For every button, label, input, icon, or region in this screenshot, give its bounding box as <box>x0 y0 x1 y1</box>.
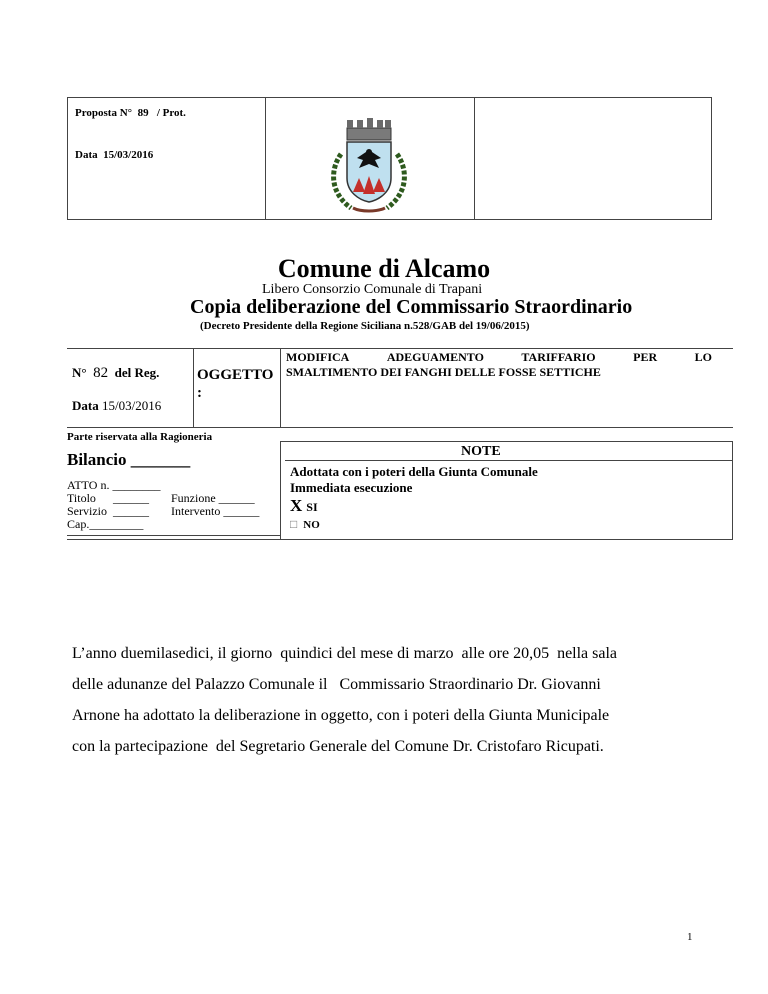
proposta-date-line <box>75 149 153 161</box>
body-paragraph <box>72 638 692 762</box>
oggetto-line-1 <box>286 350 712 365</box>
bilancio-label: Bilancio _______ <box>67 450 191 469</box>
reg-number-value: 82 <box>93 365 109 381</box>
prot-label: / Prot. <box>156 107 186 119</box>
oggetto-word: TARIFFARIO <box>521 350 596 364</box>
ragioneria-fields <box>67 479 259 531</box>
proposta-cell <box>68 98 266 219</box>
oggetto-word: MODIFICA <box>286 350 350 364</box>
copia-title: Copia deliberazione del Commissario Straordinario <box>190 296 633 318</box>
cap-field: Cap._________ <box>67 517 144 531</box>
page-number: 1 <box>687 931 693 943</box>
oggetto-word: PER <box>633 350 658 364</box>
intervento-field: Intervento ______ <box>171 504 260 518</box>
note-title: NOTE <box>461 444 501 459</box>
empty-cell <box>474 98 711 219</box>
proposta-label: Proposta N° <box>75 107 133 119</box>
del-reg-label: del Reg. <box>114 365 160 380</box>
funzione-field: Funzione ______ <box>171 491 255 505</box>
no-label: NO <box>303 519 320 531</box>
no-option <box>290 517 320 532</box>
body-line: delle adunanze del Palazzo Comunale il Commissario Straordinario Dr. Giovanni <box>72 676 601 693</box>
decreto-text: (Decreto Presidente della Regione Siciliana n.528/GAB del 19/06/2015) <box>200 320 530 332</box>
oggetto-label: OGGETTO <box>197 367 274 383</box>
body-line: con la partecipazione del Segretario Generale del Comune Dr. Cristofaro Ricupati. <box>72 738 604 755</box>
servizio-blank: ______ <box>113 504 149 518</box>
consorzio-subtitle: Libero Consorzio Comunale di Trapani <box>262 282 483 297</box>
comune-title: Comune di Alcamo <box>277 254 491 283</box>
note-line-2: Immediata esecuzione <box>290 480 413 495</box>
proposta-number: 89 <box>137 107 149 119</box>
si-label: SI <box>306 500 318 514</box>
oggetto-colon: : <box>197 385 202 401</box>
reg-number-label: N° <box>72 365 87 380</box>
titolo-blank: ______ <box>113 491 149 505</box>
no-checkbox-icon: □ <box>290 517 298 531</box>
note-line-1: Adottata con i poteri della Giunta Comunale <box>290 464 538 479</box>
header-table <box>67 97 712 220</box>
reg-date-label: Data <box>72 398 99 413</box>
proposta-date-label: Data <box>75 149 98 161</box>
proposta-line <box>75 107 186 119</box>
atto-field: ATTO n. ________ <box>67 478 161 492</box>
ragioneria-label: Parte riservata alla Ragioneria <box>67 431 213 443</box>
oggetto-word: ADEGUAMENTO <box>386 350 484 364</box>
oggetto-line-2: SMALTIMENTO DEI FANGHI DELLE FOSSE SETTICHE <box>286 365 601 379</box>
body-line: Arnone ha adottato la deliberazione in oggetto, con i poteri della Giunta Municipale <box>72 707 610 724</box>
reg-number-line <box>72 365 159 382</box>
si-option <box>290 496 318 516</box>
reg-date-value: 15/03/2016 <box>101 398 162 413</box>
si-checkmark: X <box>290 496 303 515</box>
oggetto-word: LO <box>694 350 712 364</box>
body-line: L’anno duemilasedici, il giorno quindici del mese di marzo alle ore 20,05 nella sala <box>72 645 618 662</box>
coat-of-arms-icon <box>323 116 415 220</box>
titolo-label: Titolo <box>67 491 96 505</box>
proposta-date-value: 15/03/2016 <box>103 149 154 161</box>
reg-date-line <box>72 398 161 414</box>
servizio-label: Servizio <box>67 504 107 518</box>
